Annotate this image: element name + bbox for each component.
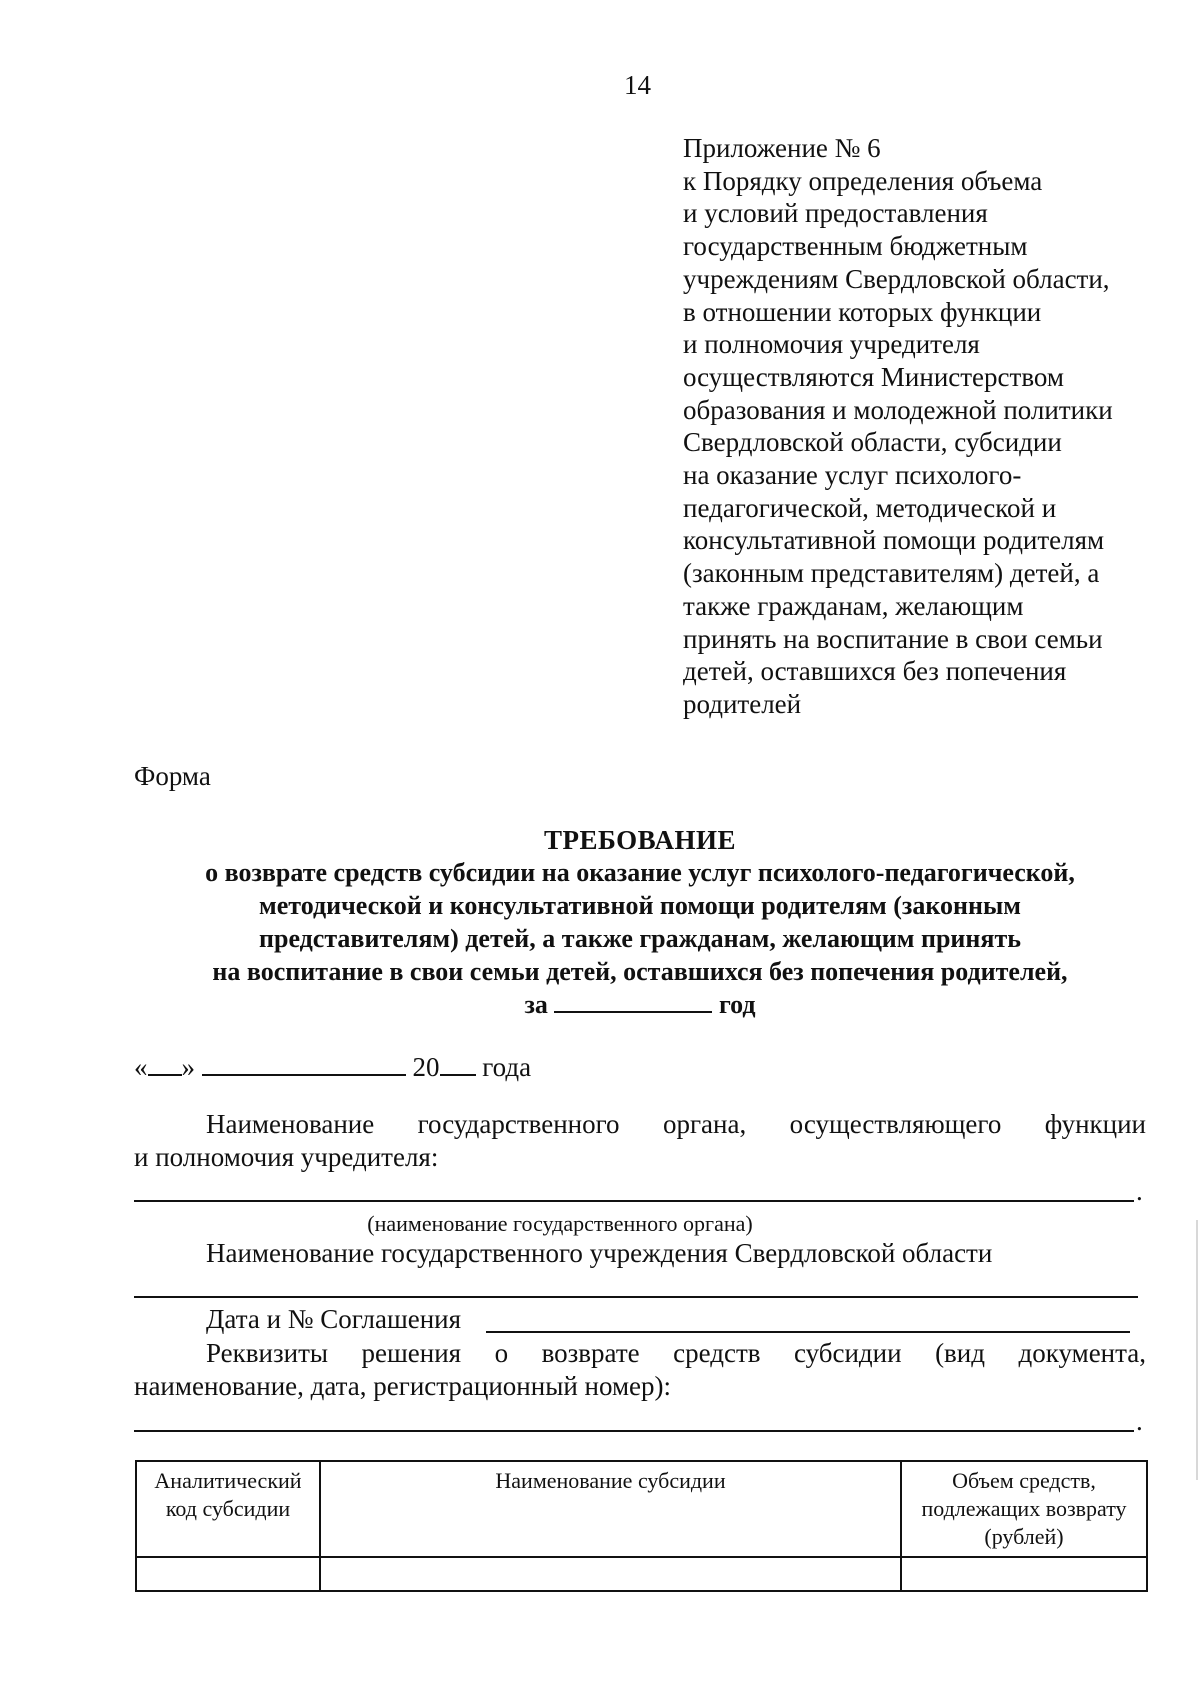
decision-line: наименование, дата, регистрационный номер): [134, 1371, 672, 1401]
appendix-line: Свердловской области, субсидии [683, 427, 1062, 458]
table-cell-code[interactable] [136, 1557, 320, 1591]
table-cell-amount[interactable] [901, 1557, 1147, 1591]
column-header-name: Наименование субсидии [320, 1461, 901, 1557]
document-title: ТРЕБОВАНИЕ [544, 825, 736, 855]
authority-line: Наименование государственного органа, осуществляющего функции [206, 1109, 1146, 1139]
year-line [130, 988, 1150, 1021]
decision-line: Реквизиты решения о возврате средств субсидии (вид документа, [206, 1338, 1146, 1368]
subsidy-table [135, 1460, 1148, 1592]
date-suffix: года [482, 1052, 532, 1082]
agreement-label: Дата и № Соглашения [206, 1304, 462, 1334]
appendix-line: к Порядку определения объема [683, 165, 1043, 196]
agreement-rule[interactable] [486, 1331, 1130, 1333]
appendix-block [683, 132, 1163, 721]
year-suffix: год [718, 990, 756, 1019]
appendix-line: также гражданам, желающим [683, 590, 1024, 621]
column-header-amount: Объем средств, подлежащих возврату (рублей) [901, 1461, 1147, 1557]
table-row [136, 1557, 1147, 1591]
year-digits-blank[interactable] [440, 1072, 476, 1076]
authority-rule[interactable] [134, 1200, 1134, 1202]
appendix-line: на оказание услуг психолого- [683, 460, 1022, 491]
year-blank[interactable] [554, 1009, 712, 1013]
year-prefix: за [524, 990, 548, 1019]
date-century: 20 [412, 1052, 440, 1082]
institution-label: Наименование государственного учреждения Свердловской области [206, 1238, 993, 1268]
decision-period: . [1136, 1406, 1143, 1436]
subtitle-line: представителям) детей, а также гражданам, желающим принять [259, 924, 1021, 953]
subtitle-line: на воспитание в свои семьи детей, оставшихся без попечения родителей, [212, 957, 1068, 986]
appendix-line: учреждениям Свердловской области, [683, 263, 1110, 294]
appendix-line: осуществляются Министерством [683, 361, 1064, 392]
appendix-line: в отношении которых функции [683, 296, 1042, 327]
page-number: 14 [624, 70, 651, 100]
date-line [134, 1052, 531, 1083]
form-label: Форма [134, 761, 211, 791]
appendix-line: принять на воспитание в свои семьи [683, 623, 1103, 654]
month-blank[interactable] [202, 1072, 406, 1076]
date-open-quote: « [134, 1052, 148, 1082]
decision-rule[interactable] [134, 1430, 1134, 1432]
institution-rule[interactable] [134, 1296, 1138, 1298]
authority-caption: (наименование государственного органа) [367, 1211, 753, 1236]
appendix-line: государственным бюджетным [683, 231, 1028, 262]
date-close-quote: » [181, 1052, 195, 1082]
decision-paragraph [134, 1337, 1146, 1403]
subtitle-line: методической и консультативной помощи родителям (законным [259, 891, 1021, 920]
appendix-line: педагогической, методической и [683, 492, 1057, 523]
authority-line: и полномочия учредителя: [134, 1142, 439, 1172]
document-subtitle [130, 856, 1150, 1021]
appendix-line: Приложение № 6 [683, 133, 881, 163]
appendix-line: и условий предоставления [683, 198, 988, 229]
table-header-row [136, 1461, 1147, 1557]
table-cell-name[interactable] [320, 1557, 901, 1591]
subtitle-line: о возврате средств субсидии на оказание услуг психолого-педагогической, [205, 858, 1075, 887]
day-blank[interactable] [148, 1072, 182, 1076]
appendix-line: консультативной помощи родителям [683, 525, 1105, 556]
appendix-line: и полномочия учредителя [683, 329, 980, 360]
appendix-line: детей, оставшихся без попечения [683, 656, 1067, 687]
column-header-code: Аналитический код субсидии [136, 1461, 320, 1557]
appendix-line: образования и молодежной политики [683, 394, 1113, 425]
appendix-line: (законным представителям) детей, а [683, 558, 1100, 589]
scan-edge-mark [1196, 1220, 1198, 1480]
appendix-line: родителей [683, 688, 802, 719]
authority-period: . [1136, 1176, 1143, 1206]
authority-paragraph [134, 1108, 1146, 1174]
